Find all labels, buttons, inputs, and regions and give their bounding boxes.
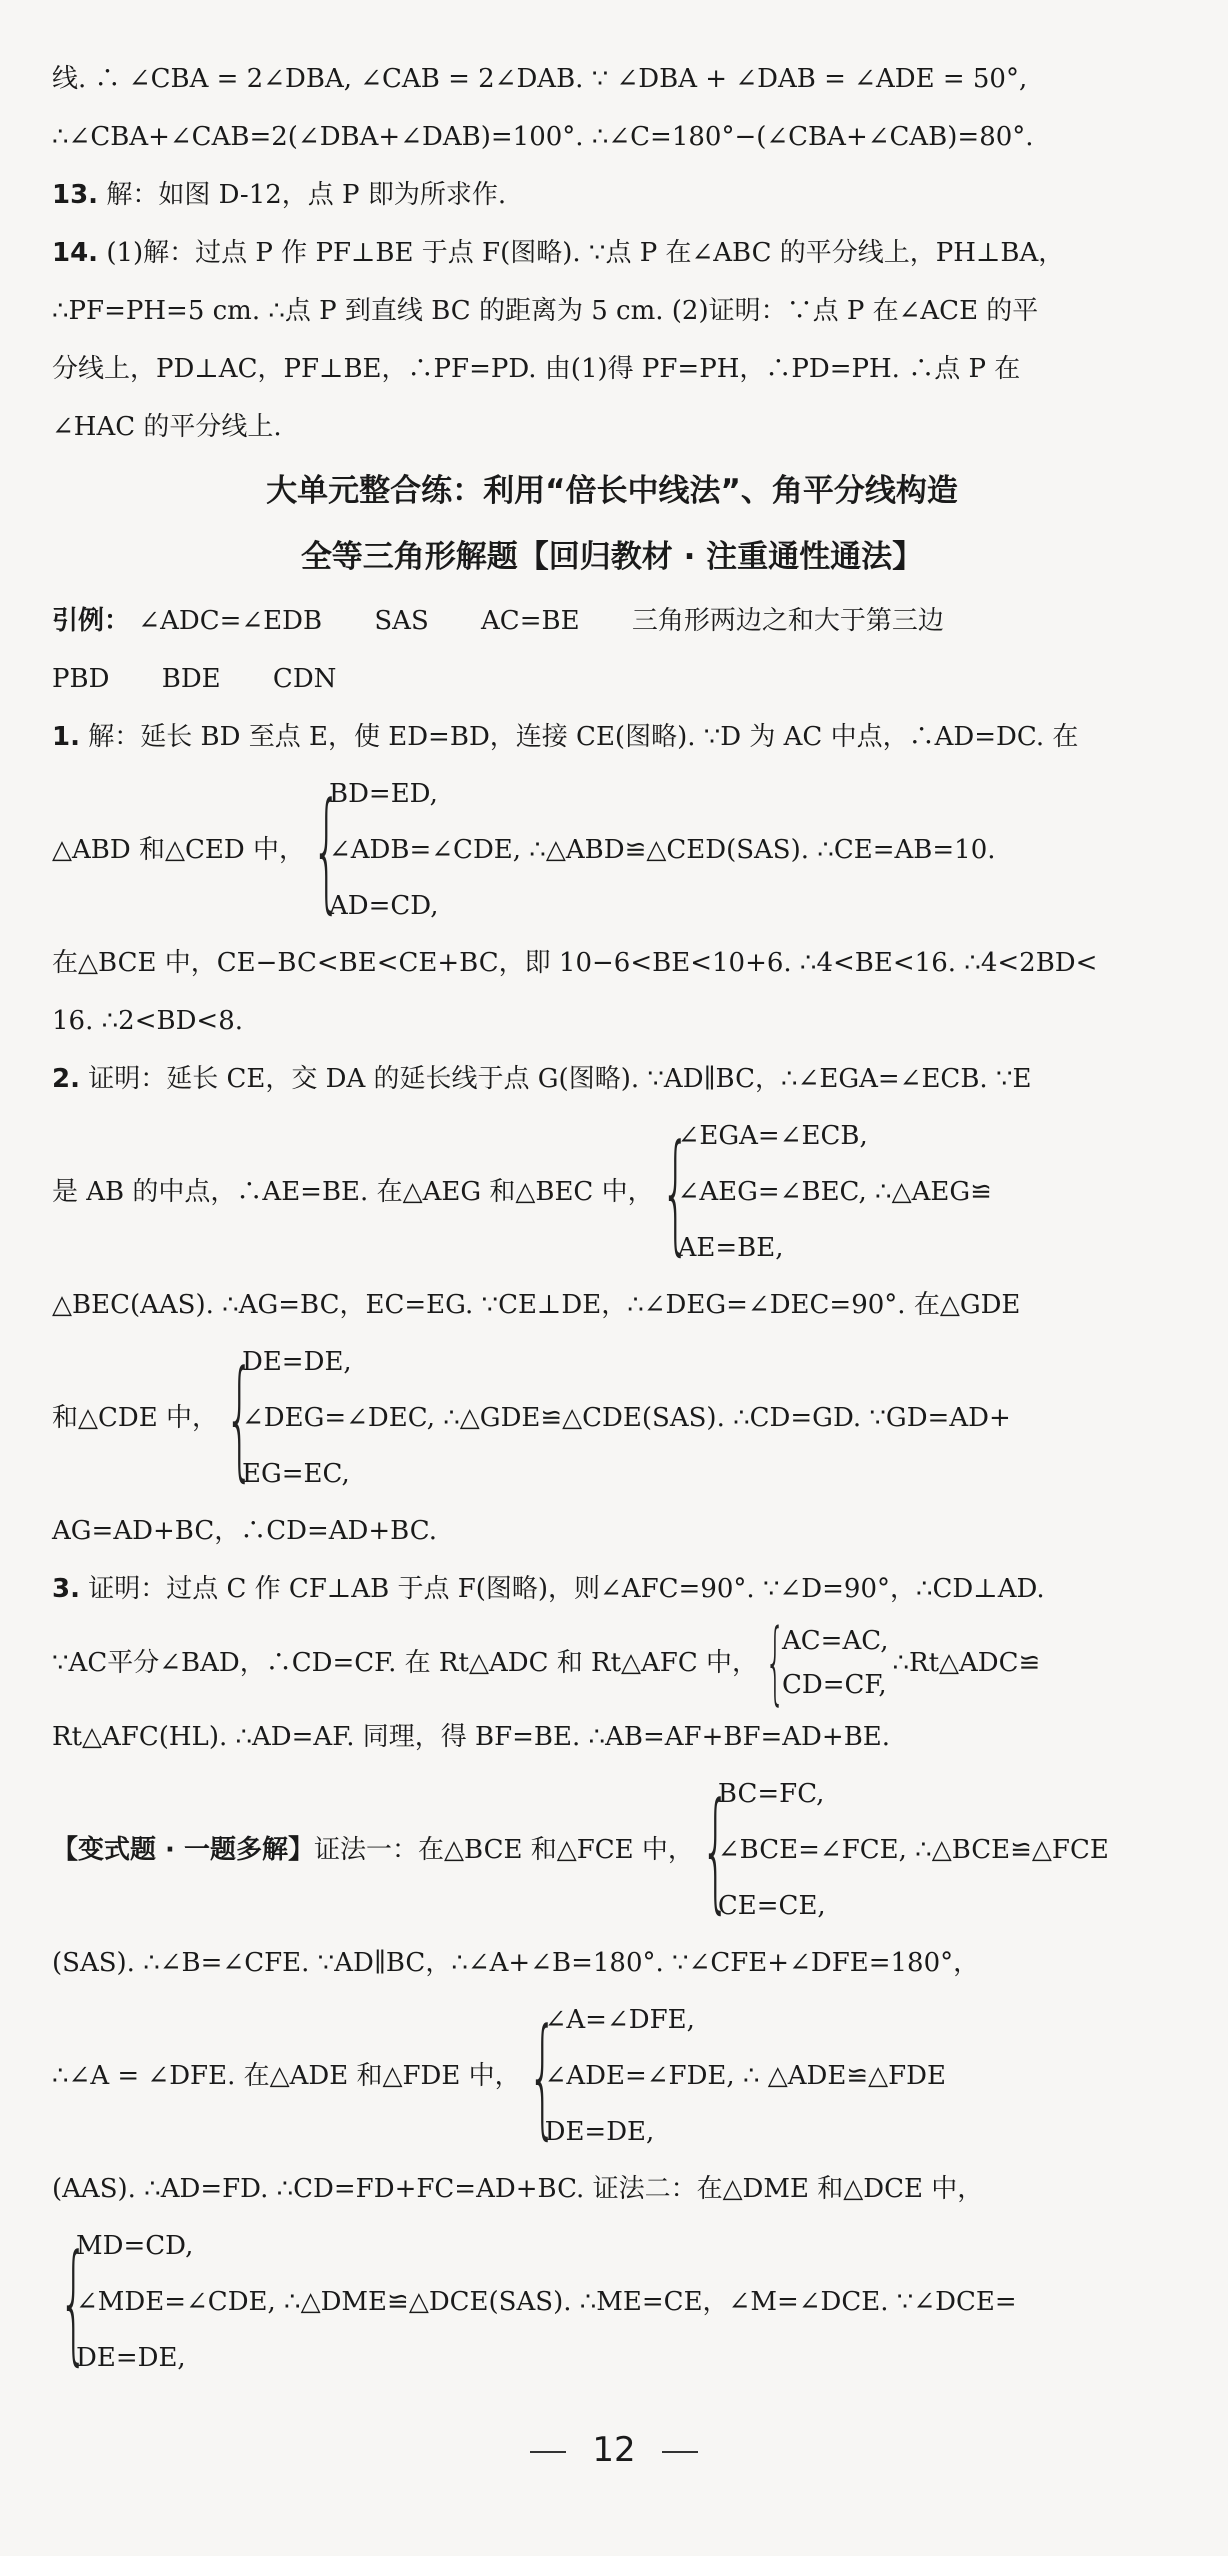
- answer-content: [52, 50, 1172, 2386]
- system-lead: △ABD 和△CED 中，: [52, 835, 305, 865]
- example-answers-2: [52, 650, 1172, 708]
- system-row: MD=CD,: [76, 2231, 194, 2261]
- equation-system: [52, 2218, 1172, 2386]
- answer-text: (1)解：过点 P 作 PF⊥BE 于点 F(图略). ∵点 P 在∠ABC 的平分线上，PH⊥BA，: [106, 238, 1065, 268]
- system-lead: 是 AB 的中点，∴AE=BE. 在△AEG 和△BEC 中，: [52, 1177, 654, 1207]
- question-number: 2.: [52, 1064, 80, 1094]
- system-rows: [329, 766, 996, 934]
- question-13: [52, 166, 1172, 224]
- system-row: AC=AC,: [782, 1626, 889, 1656]
- answer-text: 解：延长 BD 至点 E，使 ED=BD，连接 CE(图略). ∵D 为 AC 中点，∴AD=DC. 在: [88, 722, 1079, 752]
- text-line: ∴PF=PH=5 cm. ∴点 P 到直线 BC 的距离为 5 cm. (2)证明：∵点 P 在∠ACE 的平: [52, 296, 1039, 326]
- system-row: EG=EC,: [241, 1459, 350, 1489]
- system-lead: ∵AC平分∠BAD，∴CD=CF. 在 Rt△ADC 和 Rt△AFC 中，: [52, 1648, 758, 1678]
- brace-symbol: {: [765, 1610, 786, 1715]
- divider: [662, 2451, 698, 2453]
- system-row: ∠EGA=∠ECB,: [677, 1121, 868, 1151]
- example-answer: PBD: [52, 664, 110, 694]
- system-row: ∠MDE=∠CDE, ∴△DME≌△DCE(SAS). ∴ME=CE，∠M=∠DCE. ∵∠DCE=: [76, 2287, 1017, 2317]
- problem-1: [52, 708, 1172, 766]
- example-answer: SAS: [374, 606, 429, 636]
- text-line: Rt△AFC(HL). ∴AD=AF. 同理，得 BF=BE. ∴AB=AF+BF=AD+BE.: [52, 1722, 891, 1752]
- system-row: AE=BE,: [677, 1233, 784, 1263]
- brace-symbol: {: [701, 1774, 730, 1926]
- question-14: [52, 224, 1172, 282]
- equation-system: [52, 1108, 1172, 1276]
- system-row: ∠A=∠DFE,: [544, 2005, 695, 2035]
- example-answers: [52, 592, 1172, 650]
- answer-text: 证明：延长 CE，交 DA 的延长线于点 G(图略). ∵AD∥BC，∴∠EGA=∠ECB. ∵E: [88, 1064, 1032, 1094]
- system-trail: ∴Rt△ADC≌: [892, 1648, 1041, 1678]
- equation-system: [52, 1766, 1172, 1934]
- example-answer: AC=BE: [481, 606, 580, 636]
- system-rows: [718, 1766, 1109, 1934]
- system-rows: [242, 1334, 1011, 1502]
- brace-symbol: {: [59, 2226, 89, 2378]
- brace-symbol: {: [527, 2000, 557, 2152]
- text-line: △BEC(AAS). ∴AG=BC，EC=EG. ∵CE⊥DE，∴∠DEG=∠DEC=90°. 在△GDE: [52, 1290, 1021, 1320]
- equation-system: [52, 1992, 1172, 2160]
- divider: [530, 2451, 566, 2453]
- system-row: DE=DE,: [241, 1347, 352, 1377]
- question-number: 3.: [52, 1574, 80, 1604]
- text-line: 线. ∴ ∠CBA = 2∠DBA, ∠CAB = 2∠DAB. ∵ ∠DBA + ∠DAB = ∠ADE = 50°,: [52, 64, 1028, 94]
- page-number-value: 12: [592, 2430, 636, 2470]
- equation-system: [52, 1334, 1172, 1502]
- section-heading: 大单元整合练：利用“倍长中线法”、角平分线构造: [266, 473, 958, 509]
- example-answer: CDN: [272, 664, 337, 694]
- system-row: CE=CE,: [717, 1891, 826, 1921]
- system-row: ∠ADB=∠CDE, ∴△ABD≌△CED(SAS). ∴CE=AB=10.: [328, 835, 996, 865]
- answer-text: 解：如图 D-12，点 P 即为所求作.: [106, 180, 507, 210]
- text-line: ∴∠CBA+∠CAB=2(∠DBA+∠DAB)=100°. ∴∠C=180°−(∠CBA+∠CAB)=80°.: [52, 122, 1034, 152]
- system-rows: [76, 2218, 1017, 2386]
- system-lead: ∴∠A = ∠DFE. 在△ADE 和△FDE 中，: [52, 2061, 521, 2091]
- example-answer: BDE: [161, 664, 221, 694]
- equation-system: [52, 766, 1172, 934]
- system-rows: [545, 1992, 946, 2160]
- problem-3: [52, 1560, 1172, 1618]
- variant-tag: 【变式题 · 一题多解】: [52, 1835, 314, 1865]
- system-row: CD=CF,: [782, 1670, 887, 1700]
- problem-2: [52, 1050, 1172, 1108]
- system-row: BD=ED,: [328, 779, 438, 809]
- system-row: ∠ADE=∠FDE, ∴ △ADE≌△FDE: [544, 2061, 946, 2091]
- text-line: 分线上，PD⊥AC，PF⊥BE，∴PF=PD. 由(1)得 PF=PH，∴PD=PH. ∴点 P 在: [52, 354, 1021, 384]
- variant-lead: 证法一：在△BCE 和△FCE 中，: [313, 1835, 694, 1865]
- text-line: (SAS). ∴∠B=∠CFE. ∵AD∥BC，∴∠A+∠B=180°. ∵∠CFE+∠DFE=180°，: [52, 1948, 980, 1978]
- text-line: 在△BCE 中，CE−BC<BE<CE+BC，即 10−6<BE<10+6. ∴4<BE<16. ∴4<2BD<: [52, 948, 1098, 978]
- section-subheading: 全等三角形解题【回归教材 · 注重通性通法】: [300, 539, 924, 575]
- answer-text: 证明：过点 C 作 CF⊥AB 于点 F(图略)，则∠AFC=90°. ∵∠D=90°，∴CD⊥AD.: [88, 1574, 1045, 1604]
- brace-symbol: {: [660, 1116, 690, 1268]
- text-line: (AAS). ∴AD=FD. ∴CD=FD+FC=AD+BC. 证法二：在△DME 和△DCE 中，: [52, 2174, 984, 2204]
- system-rows: [678, 1108, 992, 1276]
- system-lead: 和△CDE 中，: [52, 1403, 218, 1433]
- text-line: AG=AD+BC，∴CD=AD+BC.: [52, 1516, 437, 1546]
- system-row: DE=DE,: [76, 2343, 186, 2373]
- example-label: 引例：: [52, 606, 131, 636]
- system-row: ∠AEG=∠BEC, ∴△AEG≌: [677, 1177, 992, 1207]
- brace-symbol: {: [312, 774, 342, 926]
- example-answer: 三角形两边之和大于第三边: [631, 606, 944, 636]
- equation-system: [52, 1610, 1172, 1715]
- system-row: BC=FC,: [717, 1779, 825, 1809]
- brace-symbol: {: [225, 1342, 255, 1494]
- system-row: ∠BCE=∠FCE, ∴△BCE≌△FCE: [717, 1835, 1109, 1865]
- text-line: 16. ∴2<BD<8.: [52, 1006, 244, 1036]
- system-row: ∠DEG=∠DEC, ∴△GDE≌△CDE(SAS). ∴CD=GD. ∵GD=AD+: [241, 1403, 1011, 1433]
- system-row: AD=CD,: [328, 891, 439, 921]
- question-number: 14.: [52, 238, 99, 268]
- system-row: DE=DE,: [544, 2117, 655, 2147]
- question-number: 13.: [52, 180, 99, 210]
- question-number: 1.: [52, 722, 80, 752]
- text-line: ∠HAC 的平分线上.: [52, 412, 282, 442]
- system-lead: [52, 1821, 694, 1879]
- system-rows: [782, 1619, 888, 1707]
- page-number: [0, 2430, 1228, 2470]
- example-answer: ∠ADC=∠EDB: [138, 606, 323, 636]
